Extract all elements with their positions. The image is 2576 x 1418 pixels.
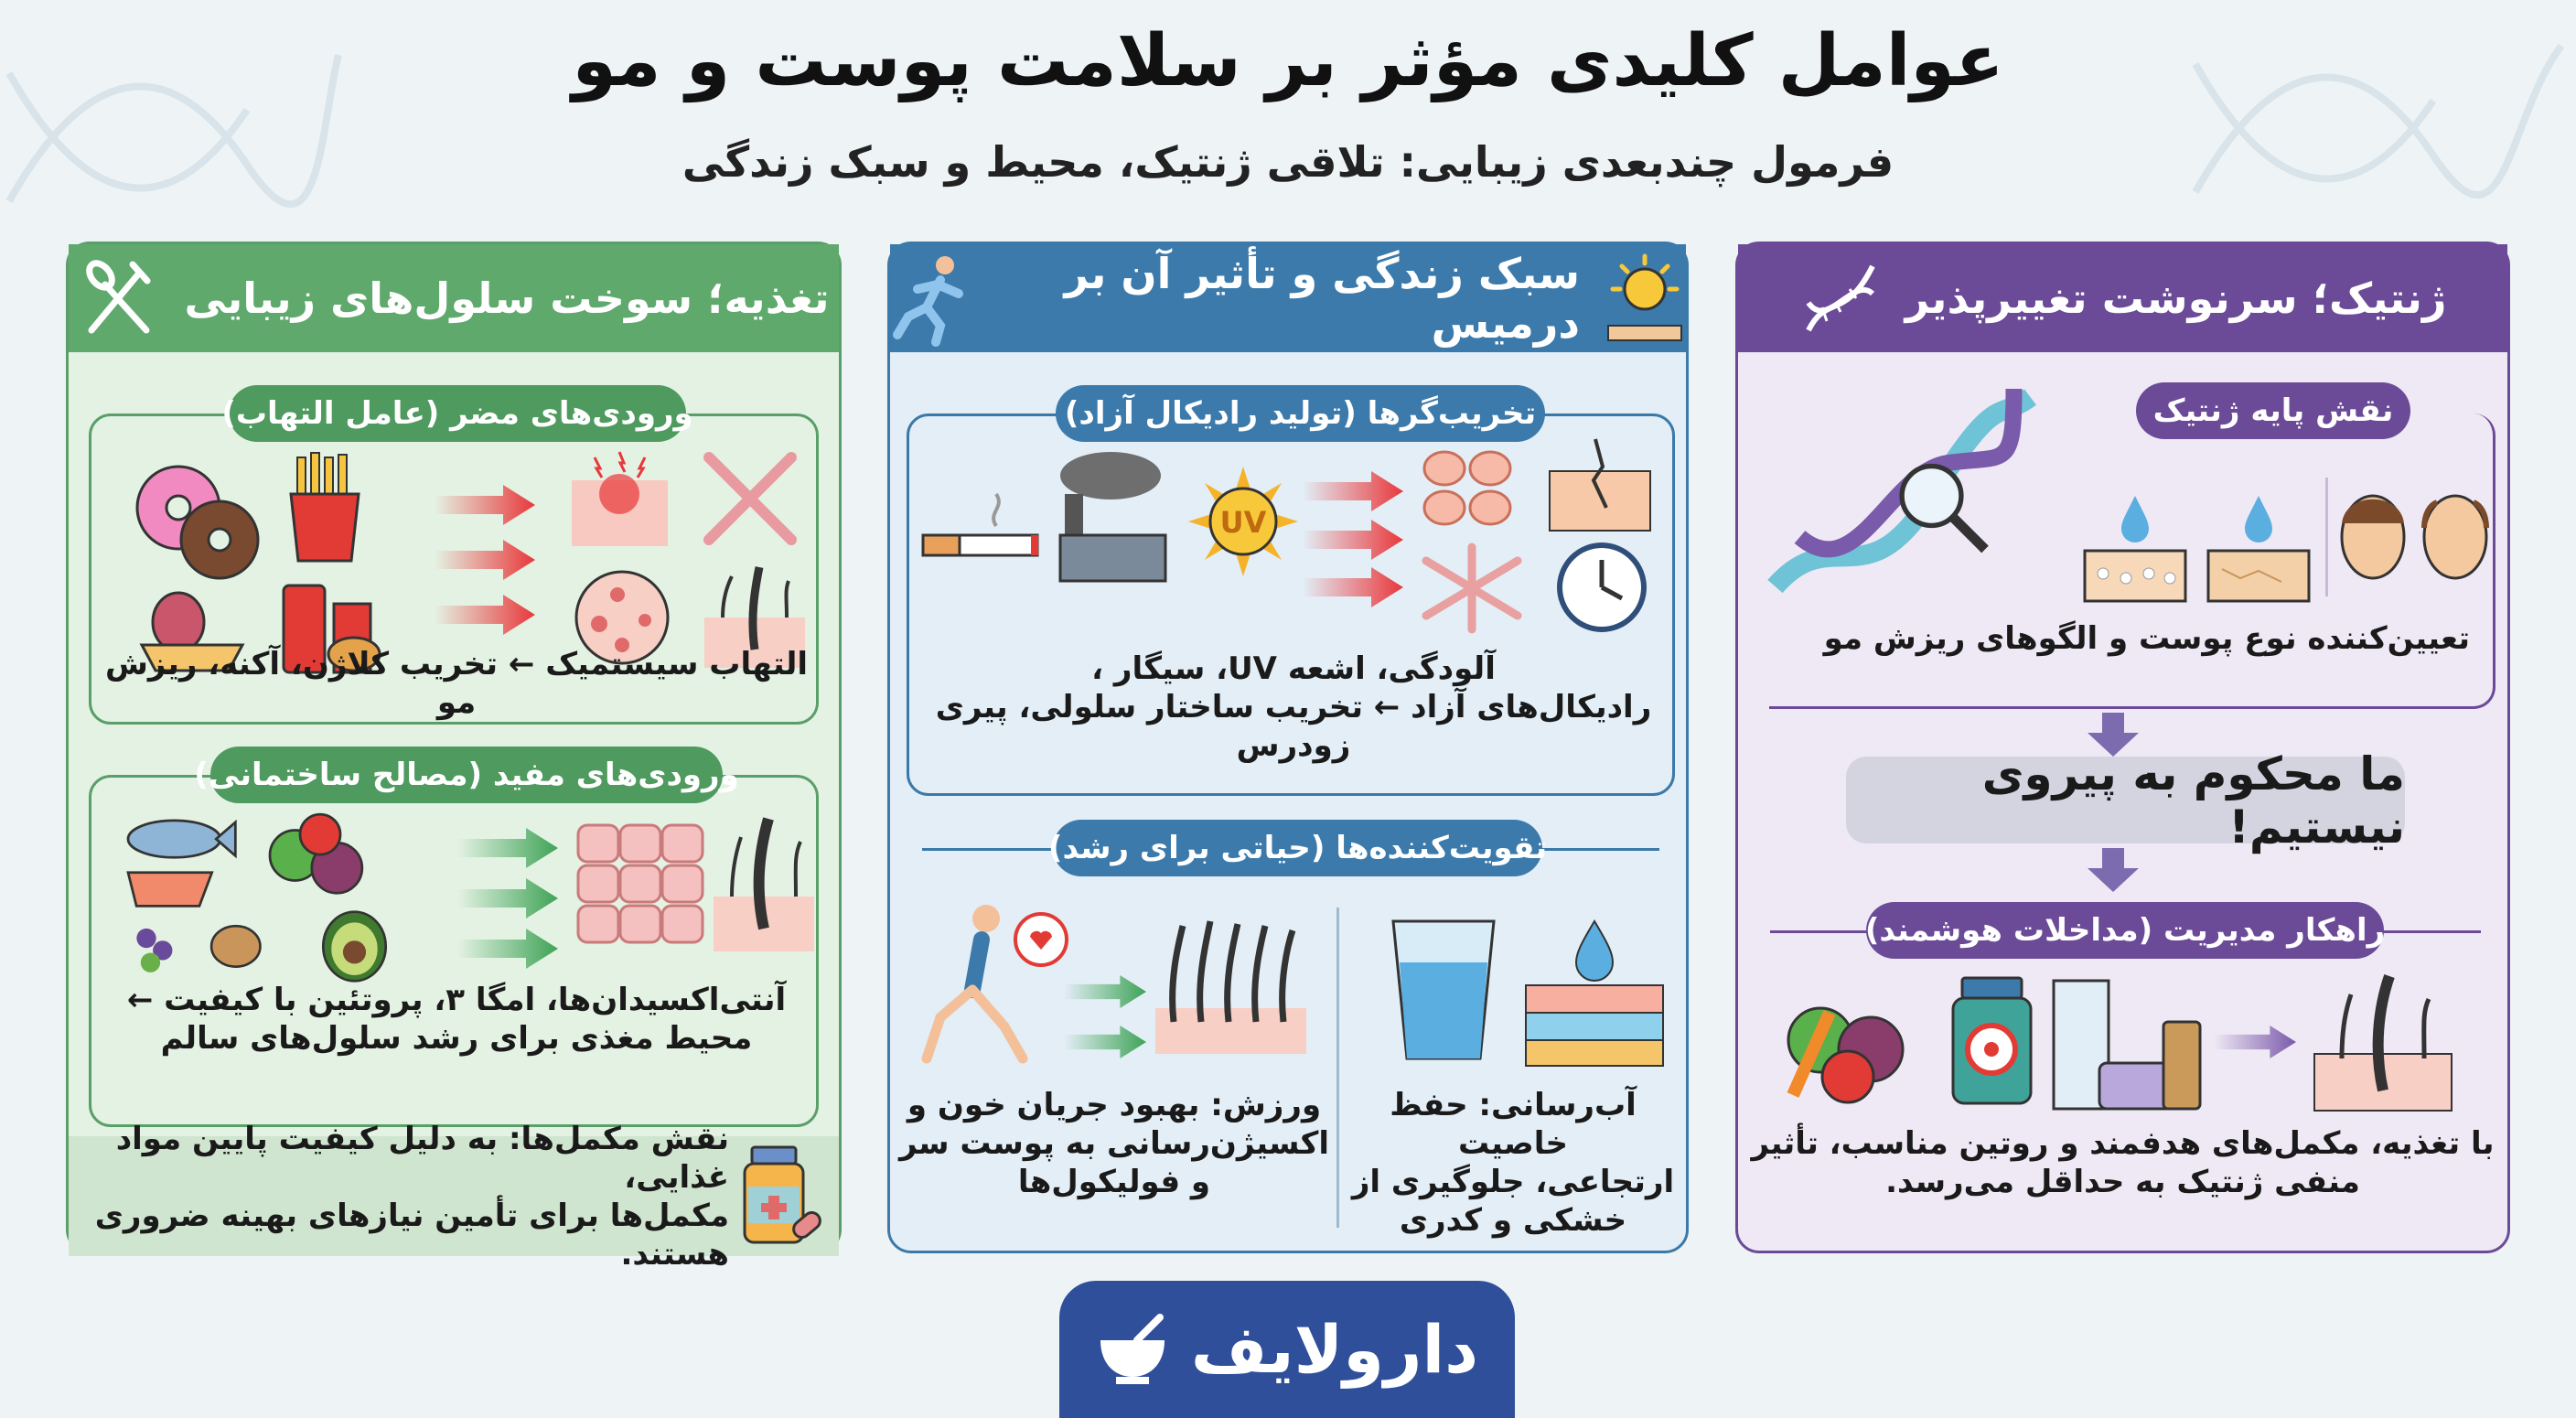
- inflamed-skin-icon: [567, 448, 672, 549]
- callout-text: ما محکوم به پیروی نیستیم!: [1981, 747, 2405, 854]
- genetic-base-text: تعیین‌کننده نوع پوست و الگوهای ریزش مو: [1823, 620, 2470, 657]
- beneficial-text-line1: آنتی‌اکسیدان‌ها، امگا ۳، پروتئین با کیفیت ←: [126, 982, 787, 1018]
- hair-follicles-icon: [1155, 917, 1306, 1054]
- harmful-effect-text: التهاب سیستمیک ← تخریب کلاژن، آکنه، ریزش مو: [105, 646, 808, 721]
- page-subtitle: فرمول چندبعدی زیبایی: تلاقی ژنتیک، محیط و سبک زندگی: [682, 137, 1894, 187]
- callout-box: [1846, 747, 2405, 854]
- supplements-text-block: [75, 1120, 729, 1273]
- fork-spoon-icon: [78, 257, 160, 339]
- healthy-hair-icon: [2314, 972, 2452, 1113]
- healthy-cells-icon: [576, 823, 704, 947]
- vegetables-icon: [1775, 976, 1921, 1113]
- sun-skin-icon: [1604, 252, 1686, 344]
- genetic-base-box: [1769, 392, 2496, 709]
- management-label: راهکار مدیریت (مداخلات هوشمند): [1866, 902, 2384, 959]
- brand-logo[interactable]: [1059, 1281, 1515, 1418]
- nutrition-header-title: تغذیه؛ سوخت سلول‌های زیبایی: [184, 274, 830, 323]
- factory-pollution-icon: [1051, 448, 1170, 585]
- genetics-header: [1738, 244, 2507, 352]
- genetic-base-label: نقش پایه ژنتیک: [2136, 382, 2410, 439]
- supplements-section: [69, 1120, 839, 1273]
- runner-icon: [890, 252, 972, 344]
- avocado-icon: [316, 901, 393, 983]
- runner-heart-icon: [913, 898, 1068, 1072]
- dna-icon: [1799, 257, 1882, 339]
- mortar-pestle-icon: [1096, 1313, 1169, 1386]
- supplements-text-line1: نقش مکمل‌ها: به دلیل کیفیت پایین مواد غذایی،: [115, 1120, 729, 1196]
- vegetables-icon: [256, 805, 384, 906]
- management-text-line2: منفی ژنتیک به حداقل می‌رسد.: [1885, 1164, 2360, 1200]
- uv-sun-icon: [1188, 467, 1298, 576]
- harmful-inputs-box: [89, 395, 819, 725]
- faces-divider: [2325, 478, 2328, 596]
- fries-icon: [284, 453, 366, 563]
- cracked-skin-icon: [1550, 439, 1650, 531]
- clock-icon: [1554, 540, 1650, 636]
- supplements-text-line2: مکمل‌ها برای تأمین نیازهای بهینه ضروری هستند.: [94, 1197, 729, 1273]
- beneficial-inputs-label: ورودی‌های مفید (مصالح ساختمانی): [210, 747, 723, 803]
- beneficial-text-line2: محیط مغذی برای رشد سلول‌های سالم: [160, 1020, 753, 1057]
- hydration-text-line2: ارتجاعی، جلوگیری از: [1351, 1164, 1675, 1200]
- benefit-arrow-icon: [457, 929, 558, 969]
- beneficial-text-block: [101, 981, 812, 1058]
- destroyers-text-line1: آلودگی، اشعه UV، سیگار ،: [1091, 650, 1496, 687]
- dry-skin-drop-icon: [2204, 487, 2313, 606]
- harmful-inputs-label: ورودی‌های مضر (عامل التهاب): [229, 385, 686, 442]
- exercise-text-line3: و فولیکول‌ها: [1017, 1164, 1211, 1200]
- hydration-text-line3: خشکی و کدری: [1399, 1202, 1627, 1239]
- benefit-arrow-icon: [1064, 972, 1146, 1012]
- destroyers-text-block: [918, 650, 1669, 765]
- hydration-text-block: [1345, 1086, 1681, 1240]
- harm-arrow-icon: [435, 540, 535, 580]
- harm-arrow-icon: [435, 485, 535, 525]
- destroyers-text-line2: رادیکال‌های آزاد ← تخریب ساختار سلولی، پیری زودرس: [935, 689, 1652, 764]
- balding-face-icon: [2419, 473, 2492, 592]
- lifestyle-header: [890, 244, 1686, 352]
- nutrition-panel: [66, 242, 842, 1273]
- fish-salmon-icon: [114, 810, 242, 910]
- face-icon: [2336, 473, 2410, 592]
- harmful-effect-block: [101, 645, 812, 722]
- benefit-arrow-icon: [457, 878, 558, 918]
- harm-arrow-icon: [1303, 471, 1403, 511]
- down-arrow-icon: [2086, 848, 2141, 892]
- benefit-arrow-icon: [457, 828, 558, 868]
- page-title: عوامل کلیدی مؤثر بر سلامت پوست و مو: [572, 20, 2004, 102]
- destroyers-label: تخریب‌گرها (تولید رادیکال آزاد): [1056, 385, 1545, 442]
- lifestyle-panel: [887, 242, 1689, 1253]
- exercise-text-line2: اکسیژن‌رسانی به پوست سر: [898, 1125, 1329, 1162]
- healthy-hair-icon: [714, 814, 814, 951]
- target-supplement-icon: [1944, 976, 2045, 1113]
- boosters-column-divider: [1336, 908, 1339, 1228]
- donuts-icon: [128, 457, 265, 585]
- management-arrow-icon: [2214, 1022, 2296, 1062]
- exercise-text-block: [897, 1086, 1331, 1201]
- uv-badge-text: UV: [1219, 505, 1267, 540]
- genetics-header-title: ژنتیک؛ سرنوشت تغییرپذیر: [1905, 274, 2447, 323]
- hydrated-skin-icon: [1521, 921, 1668, 1068]
- supplement-bottle-icon: [735, 1145, 822, 1246]
- nutrition-header: [69, 244, 839, 352]
- exercise-text-line1: ورزش: بهبود جریان خون و: [907, 1087, 1322, 1123]
- management-text-line1: با تغذیه، مکمل‌های هدفمند و روتین مناسب، تأثیر: [1751, 1125, 2495, 1162]
- harm-arrow-icon: [1303, 520, 1403, 560]
- destroyers-box: [907, 395, 1675, 796]
- damaged-collagen-icon: [700, 448, 800, 549]
- harm-arrow-icon: [1303, 567, 1403, 607]
- brand-name: دارولایف: [1190, 1311, 1479, 1388]
- skincare-products-icon: [2049, 972, 2205, 1113]
- genetics-panel: [1735, 242, 2510, 1253]
- cigarette-icon: [923, 489, 1042, 563]
- management-text-block: [1747, 1124, 2498, 1201]
- skin-drop-icon: [2080, 487, 2190, 606]
- beneficial-inputs-box: [89, 757, 819, 1127]
- harm-arrow-icon: [435, 595, 535, 635]
- water-glass-icon: [1389, 917, 1498, 1063]
- nuts-berries-icon: [119, 906, 320, 979]
- broken-fibers-icon: [1422, 542, 1522, 634]
- boosters-label: تقویت‌کننده‌ها (حیاتی برای رشد): [1053, 820, 1542, 876]
- hydration-text-line1: آب‌رسانی: حفظ خاصیت: [1390, 1087, 1637, 1162]
- benefit-arrow-icon: [1064, 1022, 1146, 1062]
- genetic-base-text-block: [1775, 619, 2470, 658]
- damaged-cells-icon: [1422, 448, 1522, 531]
- lifestyle-header-title: سبک زندگی و تأثیر آن بر درمیس: [1064, 249, 1580, 348]
